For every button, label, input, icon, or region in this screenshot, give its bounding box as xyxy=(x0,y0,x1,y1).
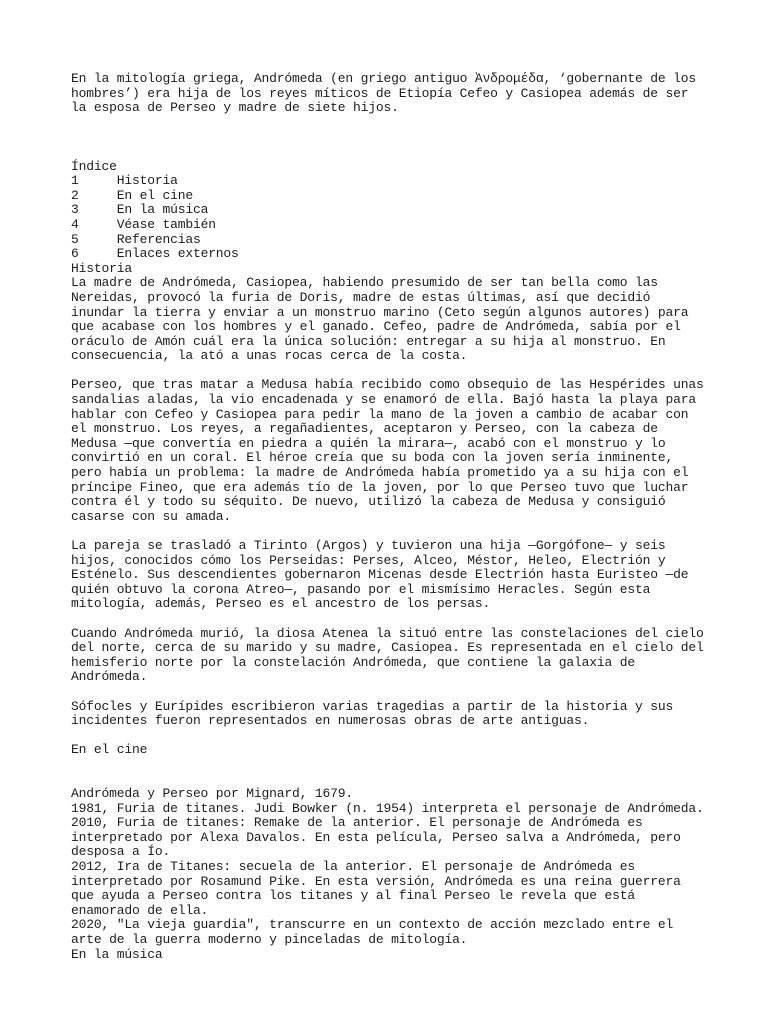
toc-title: Índice xyxy=(71,158,117,174)
toc-item-musica[interactable]: 3 En la música xyxy=(71,202,209,218)
document-page xyxy=(71,71,704,962)
historia-paragraph-4: Cuando Andrómeda murió, la diosa Atenea la situó entre las constelaciones del cielo del norte, cerca de su marido y su madre, Casiopea. Es representada en el cielo del hemisferio norte por la constelación Andrómeda, que contiene la galaxia de Andrómeda. xyxy=(71,625,704,685)
toc-item-enlaces[interactable]: 6 Enlaces externos xyxy=(71,246,239,262)
section-heading-cine: En el cine xyxy=(71,742,148,758)
cine-item: Andrómeda y Perseo por Mignard, 1679. xyxy=(71,786,353,802)
historia-paragraph-2: Perseo, que tras matar a Medusa había recibido como obsequio de las Hespérides unas sandalias aladas, la vio encadenada y se enamoró de ella. Bajó hasta la playa para hablar con Cefeo y Casiopea para pedir la mano de la joven a cambio de acabar con el monstruo. Los reyes, a regañadientes, aceptaron y Perseo, con la cabeza de Medusa —que convertía en piedra a quién la mirara—, acabó con el monstruo y lo convirtió en un coral. El héroe creía que su boda con la joven sería inminente, pero había un problema: la madre de Andrómeda había prometido ya a su hija con el príncipe Fineo, que era además tío de la joven, por lo que Perseo tuvo que luchar contra él y todo su séquito. De nuevo, utilizó la cabeza de Medusa y consiguió casarse con su amada. xyxy=(71,377,704,524)
section-heading-musica: En la música xyxy=(71,946,163,962)
cine-item: 1981, Furia de titanes. Judi Bowker (n. 1954) interpreta el personaje de Andrómeda. xyxy=(71,800,704,816)
section-heading-historia: Historia xyxy=(71,260,132,276)
toc-item-cine[interactable]: 2 En el cine xyxy=(71,187,193,203)
historia-paragraph-3: La pareja se trasladó a Tirinto (Argos) y tuvieron una hija —Gorgófone— y seis hijos, conocidos cómo los Perseidas: Perses, Alceo, Méstor, Heleo, Electrión y Esténelo. Sus descendientes gobernaron Micenas desde Electrión hasta Euristeo —de quién obtuvo la corona Atreo—, pasando por el mismísimo Heracles. Según esta mitología, además, Perseo es el ancestro de los persas. xyxy=(71,538,689,612)
cine-item: 2020, "La vieja guardia", transcurre en un contexto de acción mezclado entre el arte de la guerra moderno y pinceladas de mitología. xyxy=(71,917,674,948)
historia-paragraph-5: Sófocles y Eurípides escribieron varias tragedias a partir de la historia y sus incidentes fueron representados en numerosas obras de arte antiguas. xyxy=(71,698,674,729)
cine-item: 2010, Furia de titanes: Remake de la anterior. El personaje de Andrómeda es interpretado por Alexa Davalos. En esta película, Perseo salva a Andrómeda, pero desposa a Ío. xyxy=(71,815,681,860)
intro-paragraph: En la mitología griega, Andrómeda (en griego antiguo Ἀνδρομέδα, ‘gobernante de los hombres’) era hija de los reyes míticos de Etiopía Cefeo y Casiopea además de ser la esposa de Perseo y madre de siete hijos. xyxy=(71,71,696,116)
cine-item: 2012, Ira de Titanes: secuela de la anterior. El personaje de Andrómeda es interpretado por Rosamund Pike. En esta versión, Andrómeda es una reina guerrera que ayuda a Perseo contra los titanes y al final Perseo le revela que está enamorado de ella. xyxy=(71,859,681,918)
toc-item-vease[interactable]: 4 Véase también xyxy=(71,216,216,232)
toc-item-historia[interactable]: 1 Historia xyxy=(71,173,178,189)
historia-paragraph-1: La madre de Andrómeda, Casiopea, habiendo presumido de ser tan bella como las Nereidas, provocó la furia de Doris, madre de estas últimas, así que decidió inundar la tierra y enviar a un monstruo marino (Ceto según algunos autores) para que acabase con los hombres y el ganado. Cefeo, padre de Andrómeda, sabía por el oráculo de Amón cuál era la única solución: entregar a su hija al monstruo. En consecuencia, la ató a unas rocas cerca de la costa. xyxy=(71,275,689,364)
toc-item-referencias[interactable]: 5 Referencias xyxy=(71,231,201,247)
